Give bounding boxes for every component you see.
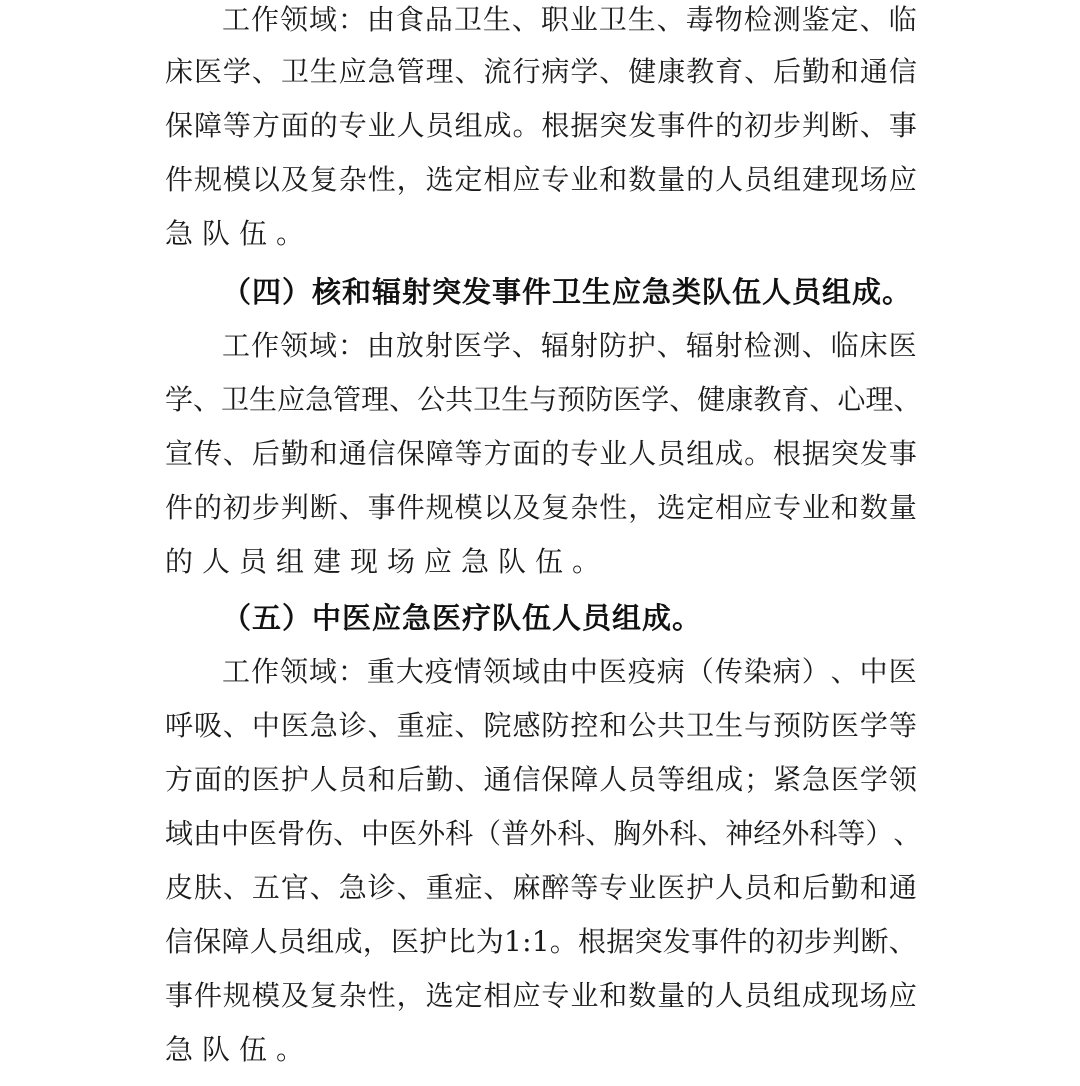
paragraph-line: 方 面 的 医 护 人 员 和 后 勤 、 通 信 保 障 人 员 等 组 成 ； 紧 急 医 学 领 <box>165 763 917 796</box>
paragraph-line: 域 由 中 医 骨 伤 、 中 医 外 科 （ 普 外 科 、 胸 外 科 、 神 经 外 科 等 ） 、 <box>165 817 922 850</box>
paragraph-line: 工 作 领 域 ： 重 大 疫 情 领 域 由 中 医 疫 病 （ 传 染 病 ） 、 中 医 <box>222 655 917 688</box>
paragraph-line: 呼 吸 、 中 医 急 诊 、 重 症 、 院 感 防 控 和 公 共 卫 生 与 预 防 医 学 等 <box>165 709 917 742</box>
section-heading: （四）核和辐射突发事件卫生应急类队伍人员组成。 <box>222 275 913 309</box>
paragraph-line: 皮 肤 、 五 官 、 急 诊 、 重 症 、 麻 醉 等 专 业 医 护 人 员 和 后 勤 和 通 <box>165 871 917 904</box>
paragraph-line: 工 作 领 域 ： 由 放 射 医 学 、 辐 射 防 护 、 辐 射 检 测 、 临 床 医 <box>222 329 917 362</box>
paragraph-line: 急队伍。 <box>165 217 314 250</box>
paragraph-line: 宣 传 、 后 勤 和 通 信 保 障 等 方 面 的 专 业 人 员 组 成 。 根 据 突 发 事 <box>165 437 917 470</box>
paragraph-line: 信 保 障 人 员 组 成 ， 医 护 比 为 1 : 1 。 根 据 突 发 事 件 的 初 步 判 断 、 <box>165 925 917 958</box>
paragraph-line: 床 医 学 、 卫 生 应 急 管 理 、 流 行 病 学 、 健 康 教 育 、 后 勤 和 通 信 <box>165 55 917 88</box>
paragraph-line: 学 、 卫 生 应 急 管 理 、 公 共 卫 生 与 预 防 医 学 、 健 康 教 育 、 心 理 、 <box>165 383 922 416</box>
paragraph-line: 件 的 初 步 判 断 、 事 件 规 模 以 及 复 杂 性 ， 选 定 相 应 专 业 和 数 量 <box>165 491 917 524</box>
paragraph-line: 的人员组建现场应急队伍。 <box>165 545 610 578</box>
section-heading: （五）中医应急医疗队伍人员组成。 <box>222 601 703 635</box>
paragraph-line: 件 规 模 以 及 复 杂 性 ， 选 定 相 应 专 业 和 数 量 的 人 员 组 建 现 场 应 <box>165 163 917 196</box>
paragraph-line: 工 作 领 域 ： 由 食 品 卫 生 、 职 业 卫 生 、 毒 物 检 测 鉴 定 、 临 <box>222 3 917 36</box>
paragraph-line: 事 件 规 模 及 复 杂 性 ， 选 定 相 应 专 业 和 数 量 的 人 员 组 成 现 场 应 <box>165 979 917 1012</box>
paragraph-line: 急队伍。 <box>165 1033 314 1066</box>
paragraph-line: 保 障 等 方 面 的 专 业 人 员 组 成 。 根 据 突 发 事 件 的 初 步 判 断 、 事 <box>165 109 917 142</box>
